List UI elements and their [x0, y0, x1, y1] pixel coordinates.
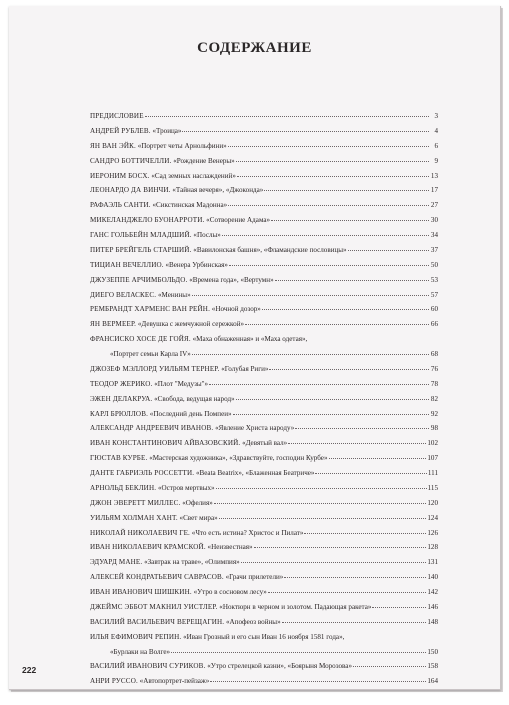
toc-entry-author: АЛЕКСАНДР АНДРЕЕВИЧ ИВАНОВ.	[90, 424, 214, 433]
table-of-contents	[90, 109, 438, 689]
toc-entry-works: «Офелия»	[182, 498, 213, 507]
toc-entry-works: «Ноктюрн в черном и золотом. Падающая ракета»	[219, 602, 372, 611]
toc-entry-author: АРНОЛЬД БЕКЛИН.	[90, 483, 157, 492]
toc-entry-works: «Времена года», «Вертумн»	[189, 275, 274, 284]
toc-entry-works: «Рождение Венеры»	[173, 156, 235, 165]
toc-entry-page: 150	[427, 647, 438, 656]
toc-entry-label	[90, 213, 270, 228]
toc-entry	[90, 555, 438, 570]
toc-dot-leader	[282, 622, 427, 623]
toc-entry-label	[90, 466, 314, 481]
toc-entry	[90, 154, 438, 169]
toc-entry-works: «Бурлаки на Волге»	[110, 647, 171, 656]
toc-entry-page: 78	[430, 379, 438, 388]
toc-dot-leader	[271, 220, 429, 221]
toc-entry	[90, 377, 438, 392]
toc-dot-leader	[241, 562, 427, 563]
toc-entry-author: ВАСИЛИЙ ВАСИЛЬЕВИЧ ВЕРЕЩАГИН.	[90, 617, 225, 626]
toc-entry-works: «Иван Грозный и его сын Иван 16 ноября 1581 года»,	[183, 632, 345, 641]
toc-entry-page: 146	[427, 602, 438, 611]
toc-entry-author: ЭЖЕН ДЕЛАКРУА.	[90, 394, 153, 403]
toc-entry-author: АНДРЕЙ РУБЛЕВ.	[90, 126, 151, 135]
toc-entry-page: 107	[427, 454, 438, 463]
toc-dot-leader	[275, 280, 429, 281]
toc-entry-label	[90, 436, 287, 451]
toc-entry-author: ЭДУАРД МАНЕ.	[90, 558, 143, 567]
toc-entry	[90, 585, 438, 600]
toc-dot-leader	[348, 250, 429, 251]
toc-entry-works: «Девятый вал»	[242, 439, 288, 448]
toc-entry-works: «Beata Beatrix», «Блаженная Беатриче»	[196, 469, 315, 477]
toc-entry-author: ДЖУЗЕППЕ АРЧИМБОЛЬДО.	[90, 275, 188, 284]
toc-entry-label	[90, 674, 209, 689]
toc-entry	[90, 109, 438, 124]
toc-dot-leader	[315, 473, 426, 474]
toc-entry-author: РАФАЭЛЬ САНТИ.	[90, 201, 151, 210]
toc-entry-page: 158	[427, 662, 438, 671]
toc-entry-author: ПРЕДИСЛОВИЕ	[90, 112, 144, 120]
toc-entry-author: ТЕОДОР ЖЕРИКО.	[90, 379, 153, 388]
toc-entry	[90, 362, 438, 377]
toc-entry	[90, 540, 438, 555]
toc-entry-page: 115	[427, 483, 438, 492]
toc-entry-works: «Последний день Помпеи»	[149, 409, 232, 418]
toc-entry-author: ИЕРОНИМ БОСХ.	[90, 171, 150, 180]
toc-dot-leader	[353, 666, 426, 667]
toc-entry	[90, 436, 438, 451]
toc-dot-leader	[192, 295, 429, 296]
toc-dot-leader	[228, 205, 429, 206]
toc-entry-label	[90, 600, 371, 615]
toc-entry-label	[90, 228, 221, 243]
toc-entry-works: «Явление Христа народу»	[215, 424, 295, 433]
toc-entry-label	[90, 659, 352, 674]
toc-entry	[90, 169, 438, 184]
toc-entry-works: «Троица»	[152, 126, 182, 135]
toc-entry	[90, 183, 438, 198]
toc-entry-page: 82	[430, 394, 438, 403]
toc-entry	[90, 317, 438, 332]
toc-entry-page: 128	[427, 543, 438, 552]
toc-entry-label	[90, 645, 170, 660]
toc-entry-works: «Автопортрет-пейзаж»	[139, 677, 210, 686]
toc-entry	[90, 481, 438, 496]
toc-entry-works: «Утро стрелецкой казни», «Боярыня Морозова»	[207, 662, 352, 671]
toc-entry-author: ПИТЕР БРЕЙГЕЛЬ СТАРШИЙ.	[90, 245, 192, 254]
toc-entry-works: «Венера Урбинская»	[165, 260, 228, 269]
toc-dot-leader	[245, 324, 429, 325]
toc-entry-page: 37	[430, 245, 438, 254]
toc-entry-works: «Свет мира»	[179, 513, 218, 522]
toc-entry-page: 30	[430, 216, 438, 225]
toc-dot-leader	[228, 146, 429, 147]
toc-entry-label	[90, 347, 191, 362]
toc-entry-label	[90, 317, 244, 332]
toc-entry-page: 57	[430, 290, 438, 299]
toc-entry-works: «Сад земных наслаждений»	[151, 171, 236, 180]
toc-entry-works: «Плот "Медузы"»	[154, 379, 209, 388]
toc-entry-author: МИКЕЛАНДЖЕЛО БУОНАРРОТИ.	[90, 216, 205, 225]
toc-entry-label	[90, 273, 274, 288]
toc-entry-works: «Неизвестная»	[207, 543, 253, 552]
toc-entry	[90, 451, 438, 466]
toc-dot-leader	[182, 131, 429, 132]
toc-entry-label	[90, 496, 213, 511]
toc-entry-page: 27	[430, 201, 438, 210]
toc-entry-author: РЕМБРАНДТ ХАРМЕНС ВАН РЕЙН.	[90, 305, 210, 314]
toc-entry-label	[90, 421, 294, 436]
toc-entry	[90, 332, 438, 347]
toc-entry-page: 13	[430, 171, 438, 180]
toc-dot-leader	[216, 488, 427, 489]
toc-entry-works: «Сикстинская Мадонна»	[152, 201, 228, 210]
toc-entry	[90, 273, 438, 288]
book-page	[9, 6, 501, 690]
toc-entry-page: 142	[427, 588, 438, 596]
toc-entry-label	[90, 109, 144, 124]
toc-entry-label	[90, 154, 235, 169]
toc-entry-works: «Голубая Риги»	[221, 364, 269, 373]
toc-entry-page: 111	[427, 469, 438, 477]
toc-entry	[90, 570, 438, 585]
toc-entry	[90, 421, 438, 436]
toc-entry-works: «Портрет семьи Карла IV»	[110, 350, 191, 358]
toc-entry-page: 34	[430, 231, 438, 239]
toc-entry-works: «Вавилонская башня», «Фламандские пословицы»	[193, 245, 347, 254]
toc-entry-page: 3	[434, 112, 438, 120]
toc-entry-works: «Ночной дозор»	[211, 305, 261, 314]
toc-entry	[90, 645, 438, 660]
toc-entry	[90, 213, 438, 228]
toc-entry-author: АЛЕКСЕЙ КОНДРАТЬЕВИЧ САВРАСОВ.	[90, 573, 224, 582]
toc-entry-label	[90, 407, 232, 422]
toc-entry	[90, 526, 438, 541]
toc-dot-leader	[209, 384, 429, 385]
toc-entry-author: САНДРО БОТТИЧЕЛЛИ.	[90, 156, 172, 165]
toc-dot-leader	[264, 190, 429, 191]
toc-entry	[90, 511, 438, 526]
toc-entry	[90, 243, 438, 258]
toc-entry-author: ИЛЬЯ ЕФИМОВИЧ РЕПИН.	[90, 632, 182, 641]
toc-dot-leader	[219, 518, 427, 519]
toc-entry-page: 68	[430, 350, 438, 358]
toc-entry-label	[90, 481, 215, 496]
toc-entry-label	[90, 362, 268, 377]
toc-entry-author: ДЖЕЙМС ЭББОТ МАКНИЛ УИСТЛЕР.	[90, 602, 218, 611]
toc-entry	[90, 600, 438, 615]
toc-entry-page: 140	[427, 573, 438, 582]
toc-entry-works: «Тайная вечеря», «Джоконда»	[172, 186, 264, 195]
toc-entry	[90, 302, 438, 317]
toc-entry-works: «Апофеоз войны»	[225, 617, 281, 626]
toc-entry-works: «Девушка с жемчужной сережкой»	[137, 320, 245, 329]
toc-entry-page: 60	[430, 305, 438, 314]
toc-entry-page: 50	[430, 260, 438, 269]
toc-entry-author: НИКОЛАЙ НИКОЛАЕВИЧ ГЕ.	[90, 528, 190, 537]
toc-entry-page: 131	[427, 558, 438, 567]
toc-entry-label	[90, 243, 347, 258]
toc-entry-label	[90, 183, 263, 198]
toc-dot-leader	[192, 354, 429, 355]
toc-entry-page: 4	[434, 126, 438, 135]
toc-dot-leader	[304, 533, 426, 534]
toc-entry-page: 164	[427, 677, 438, 686]
toc-entry-label	[90, 585, 267, 600]
toc-entry-author: ГАНС ГОЛЬБЕЙН МЛАДШИЙ.	[90, 231, 192, 239]
toc-entry	[90, 228, 438, 243]
toc-entry-author: ДИЕГО ВЕЛАСКЕС.	[90, 290, 157, 299]
toc-entry-page: 120	[427, 498, 438, 507]
toc-entry-author: ВАСИЛИЙ ИВАНОВИЧ СУРИКОВ.	[90, 662, 206, 671]
toc-entry-label	[90, 451, 328, 466]
toc-entry-author: УИЛЬЯМ ХОЛМАН ХАНТ.	[90, 513, 178, 522]
toc-entry	[90, 139, 438, 154]
toc-entry-author: ФРАНСИСКО ХОСЕ ДЕ ГОЙЯ.	[90, 335, 191, 344]
toc-entry-page: 98	[430, 424, 438, 433]
toc-entry-author: ИВАН НИКОЛАЕВИЧ КРАМСКОЙ.	[90, 543, 206, 552]
toc-entry-works: «Менины»	[158, 290, 191, 299]
toc-entry	[90, 630, 438, 645]
page-title: СОДЕРЖАНИЕ	[197, 40, 312, 56]
toc-entry-author: ДАНТЕ ГАБРИЭЛЬ РОССЕТТИ.	[90, 469, 195, 477]
toc-entry-works: «Остров мертвых»	[157, 483, 215, 492]
toc-entry-works: «Утро в сосновом лесу»	[193, 588, 267, 596]
toc-entry-label	[90, 511, 218, 526]
toc-dot-leader	[372, 607, 426, 608]
toc-entry	[90, 407, 438, 422]
toc-dot-leader	[222, 235, 429, 236]
toc-entry	[90, 674, 438, 689]
toc-entry-works: «Послы»	[193, 231, 221, 239]
toc-entry-author: ДЖОЗЕФ МЭЛЛОРД УИЛЬЯМ ТЕРНЕР.	[90, 364, 220, 373]
toc-dot-leader	[295, 428, 429, 429]
toc-entry-label	[90, 124, 181, 139]
toc-entry-label	[90, 169, 236, 184]
toc-entry-label	[90, 288, 191, 303]
toc-entry-label	[90, 630, 344, 645]
toc-entry-author: ЯН ВЕРМЕЕР.	[90, 320, 137, 329]
toc-entry	[90, 496, 438, 511]
toc-entry-works: «Что есть истина? Христос и Пилат»	[191, 528, 304, 537]
toc-entry-page: 124	[427, 513, 438, 522]
toc-entry	[90, 198, 438, 213]
toc-entry-page: 76	[430, 364, 438, 373]
toc-dot-leader	[262, 309, 429, 310]
toc-entry-author: ИВАН ИВАНОВИЧ ШИШКИН.	[90, 588, 192, 596]
toc-entry-label	[90, 332, 307, 347]
toc-entry	[90, 288, 438, 303]
toc-entry-works: «Сотворение Адама»	[206, 216, 271, 225]
toc-entry-works: «Маха обнаженная» и «Маха одетая»,	[192, 335, 308, 344]
toc-entry	[90, 615, 438, 630]
toc-entry-label	[90, 377, 208, 392]
toc-entry-page: 148	[427, 617, 438, 626]
toc-dot-leader	[236, 399, 429, 400]
toc-entry-works: «Завтрак на траве», «Олимпия»	[144, 558, 240, 567]
toc-dot-leader	[233, 414, 429, 415]
toc-dot-leader	[236, 161, 429, 162]
toc-entry-page: 92	[430, 409, 438, 418]
toc-entry	[90, 392, 438, 407]
toc-entry	[90, 466, 438, 481]
toc-entry-page: 66	[430, 320, 438, 329]
toc-entry	[90, 124, 438, 139]
toc-dot-leader	[288, 443, 426, 444]
toc-entry-works: «Мастерская художника», «Здравствуйте, господин Курбе»	[149, 454, 328, 463]
toc-entry-page: 6	[434, 141, 438, 150]
toc-entry-label	[90, 302, 261, 317]
page-number: 222	[22, 665, 37, 675]
toc-dot-leader	[284, 577, 426, 578]
toc-dot-leader	[329, 458, 427, 459]
toc-entry-page: 53	[430, 275, 438, 284]
toc-dot-leader	[268, 592, 427, 593]
toc-dot-leader	[229, 265, 429, 266]
toc-entry-label	[90, 139, 227, 154]
toc-entry-page: 9	[434, 156, 438, 165]
toc-entry-author: АНРИ РУССО.	[90, 677, 138, 686]
toc-entry-label	[90, 198, 227, 213]
toc-entry	[90, 347, 438, 362]
toc-dot-leader	[145, 116, 429, 117]
toc-entry	[90, 258, 438, 273]
toc-entry-label	[90, 258, 228, 273]
toc-entry-works: «Свобода, ведущая народ»	[154, 394, 235, 403]
toc-entry-label	[90, 615, 281, 630]
toc-entry-author: ТИЦИАН ВЕЧЕЛЛИО.	[90, 260, 164, 269]
toc-entry-works: «Грачи прилетели»	[225, 573, 284, 582]
toc-entry-author: ЛЕОНАРДО ДА ВИНЧИ.	[90, 186, 171, 195]
toc-entry-works: «Портрет четы Арнольфини»	[137, 141, 227, 150]
toc-dot-leader	[254, 547, 427, 548]
toc-dot-leader	[214, 503, 427, 504]
toc-dot-leader	[237, 176, 429, 177]
toc-entry-page: 17	[430, 186, 438, 195]
toc-entry-page: 102	[427, 439, 438, 448]
toc-entry-author: КАРЛ БРЮЛЛОВ.	[90, 409, 149, 418]
toc-entry-author: ЯН ВАН ЭЙК.	[90, 141, 136, 150]
toc-dot-leader	[210, 681, 426, 682]
toc-entry-label	[90, 540, 253, 555]
toc-entry-label	[90, 392, 235, 407]
toc-entry-label	[90, 555, 240, 570]
toc-entry-label	[90, 526, 303, 541]
toc-entry-page: 126	[427, 528, 438, 537]
toc-entry-author: ДЖОН ЭВЕРЕТТ МИЛЛЕС.	[90, 498, 181, 507]
toc-dot-leader	[269, 369, 429, 370]
toc-dot-leader	[171, 652, 426, 653]
toc-entry-label	[90, 570, 283, 585]
toc-entry	[90, 659, 438, 674]
toc-entry-author: ГЮСТАВ КУРБЕ.	[90, 454, 148, 463]
toc-entry-author: ИВАН КОНСТАНТИНОВИЧ АЙВАЗОВСКИЙ.	[90, 439, 241, 448]
